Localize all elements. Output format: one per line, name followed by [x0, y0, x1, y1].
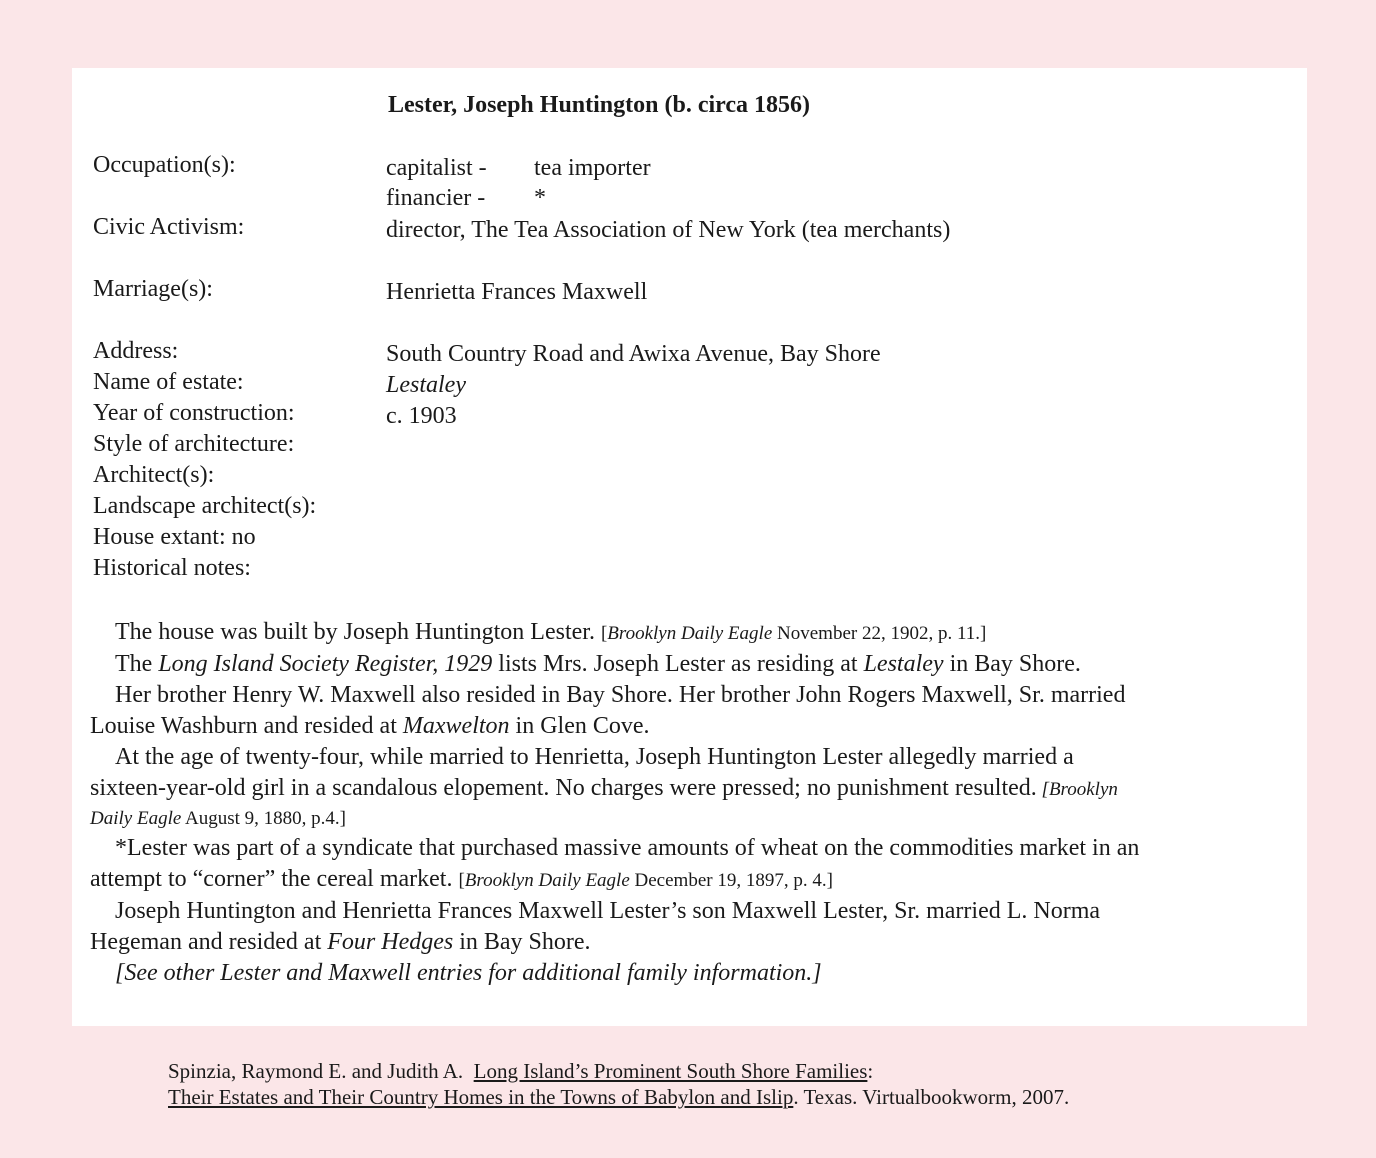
- estate-name: Maxwelton: [402, 713, 510, 739]
- occupation-1-role: capitalist -: [386, 155, 487, 181]
- note-paragraph-cont: [90, 773, 1285, 805]
- landscape-label: Landscape architect(s):: [93, 493, 317, 519]
- year-value: c. 1903: [386, 403, 457, 429]
- citation-date: August 9, 1880, p.4.]: [181, 808, 346, 829]
- citation-source: Brooklyn Daily Eagle: [607, 623, 773, 644]
- note-text: lists Mrs. Joseph Lester as residing at: [492, 651, 864, 677]
- citation-date: December 19, 1897, p. 4.]: [629, 870, 833, 891]
- see-also-note: [See other Lester and Maxwell entries for additional family information.]: [115, 960, 822, 986]
- note-text: attempt to “corner” the cereal market.: [90, 866, 459, 892]
- note-paragraph: [90, 617, 1285, 649]
- note-paragraph-cont: [90, 711, 1285, 742]
- citation-bracket: [: [600, 623, 608, 644]
- occupation-2-role: financier -: [386, 185, 486, 211]
- address-label: Address:: [93, 338, 179, 364]
- note-text: in Bay Shore.: [943, 651, 1081, 677]
- notes-label: Historical notes:: [93, 555, 251, 581]
- citation-line-1: [168, 1058, 1069, 1084]
- note-text: Hegeman and resided at: [90, 929, 328, 955]
- citation-publisher: . Texas. Virtualbookworm, 2007.: [793, 1085, 1070, 1109]
- note-text: The house was built by Joseph Huntington Lester.: [115, 619, 601, 645]
- note-text: Louise Washburn and resided at: [90, 713, 403, 739]
- citation-source: Brooklyn Daily Eagle: [464, 870, 630, 891]
- source-citation: [168, 1058, 1069, 1110]
- citation-bracket: [: [458, 870, 465, 891]
- note-text: in Bay Shore.: [453, 929, 591, 955]
- historical-notes: [90, 617, 1285, 989]
- style-label: Style of architecture:: [93, 431, 295, 457]
- address-value: South Country Road and Awixa Avenue, Bay Shore: [386, 341, 881, 367]
- civic-value: director, The Tea Association of New York (tea merchants): [386, 217, 951, 243]
- note-text: in Glen Cove.: [509, 713, 650, 739]
- register-title: Long Island Society Register, 1929: [158, 651, 493, 677]
- citation-authors: Spinzia, Raymond E. and Judith A.: [168, 1059, 474, 1083]
- note-paragraph-cont: [90, 927, 1285, 958]
- estate-value: Lestaley: [386, 372, 466, 398]
- note-paragraph: *Lester was part of a syndicate that purchased massive amounts of wheat on the commodities market in an: [115, 835, 1140, 861]
- marriage-label: Marriage(s):: [93, 276, 213, 302]
- architect-label: Architect(s):: [93, 462, 215, 488]
- note-text: sixteen-year-old girl in a scandalous elopement. No charges were pressed; no punishment resulted.: [90, 775, 1037, 801]
- note-paragraph: [90, 649, 1285, 680]
- citation-line-2: [168, 1084, 1069, 1110]
- estate-label: Name of estate:: [93, 369, 244, 395]
- citation-source: Daily Eagle: [90, 808, 182, 829]
- marriage-value: Henrietta Frances Maxwell: [386, 279, 648, 305]
- note-paragraph: At the age of twenty-four, while married to Henrietta, Joseph Huntington Lester allegedly married a: [115, 744, 1074, 770]
- year-label: Year of construction:: [93, 400, 295, 426]
- note-paragraph: Joseph Huntington and Henrietta Frances Maxwell Lester’s son Maxwell Lester, Sr. married L. Norma: [115, 898, 1101, 924]
- note-paragraph-cont: [90, 864, 1285, 896]
- note-paragraph-cont: [90, 805, 1285, 833]
- occupation-label: Occupation(s):: [93, 152, 236, 178]
- entry-title: Lester, Joseph Huntington (b. circa 1856): [388, 92, 811, 118]
- occupation-1-detail: tea importer: [534, 155, 651, 181]
- note-paragraph: Her brother Henry W. Maxwell also resided in Bay Shore. Her brother John Rogers Maxwell, Sr. married: [115, 682, 1126, 708]
- note-text: The: [115, 651, 159, 677]
- citation-date: November 22, 1902, p. 11.]: [772, 623, 987, 644]
- citation-colon: :: [867, 1059, 874, 1083]
- extant-label: House extant: no: [93, 524, 256, 550]
- citation-source: [Brooklyn: [1036, 779, 1118, 800]
- book-subtitle: Their Estates and Their Country Homes in the Towns of Babylon and Islip: [168, 1085, 794, 1109]
- occupation-2-detail: *: [534, 185, 546, 211]
- estate-name: Four Hedges: [327, 929, 454, 955]
- estate-name: Lestaley: [863, 651, 944, 677]
- civic-label: Civic Activism:: [93, 214, 245, 240]
- book-title: Long Island’s Prominent South Shore Families: [473, 1059, 868, 1083]
